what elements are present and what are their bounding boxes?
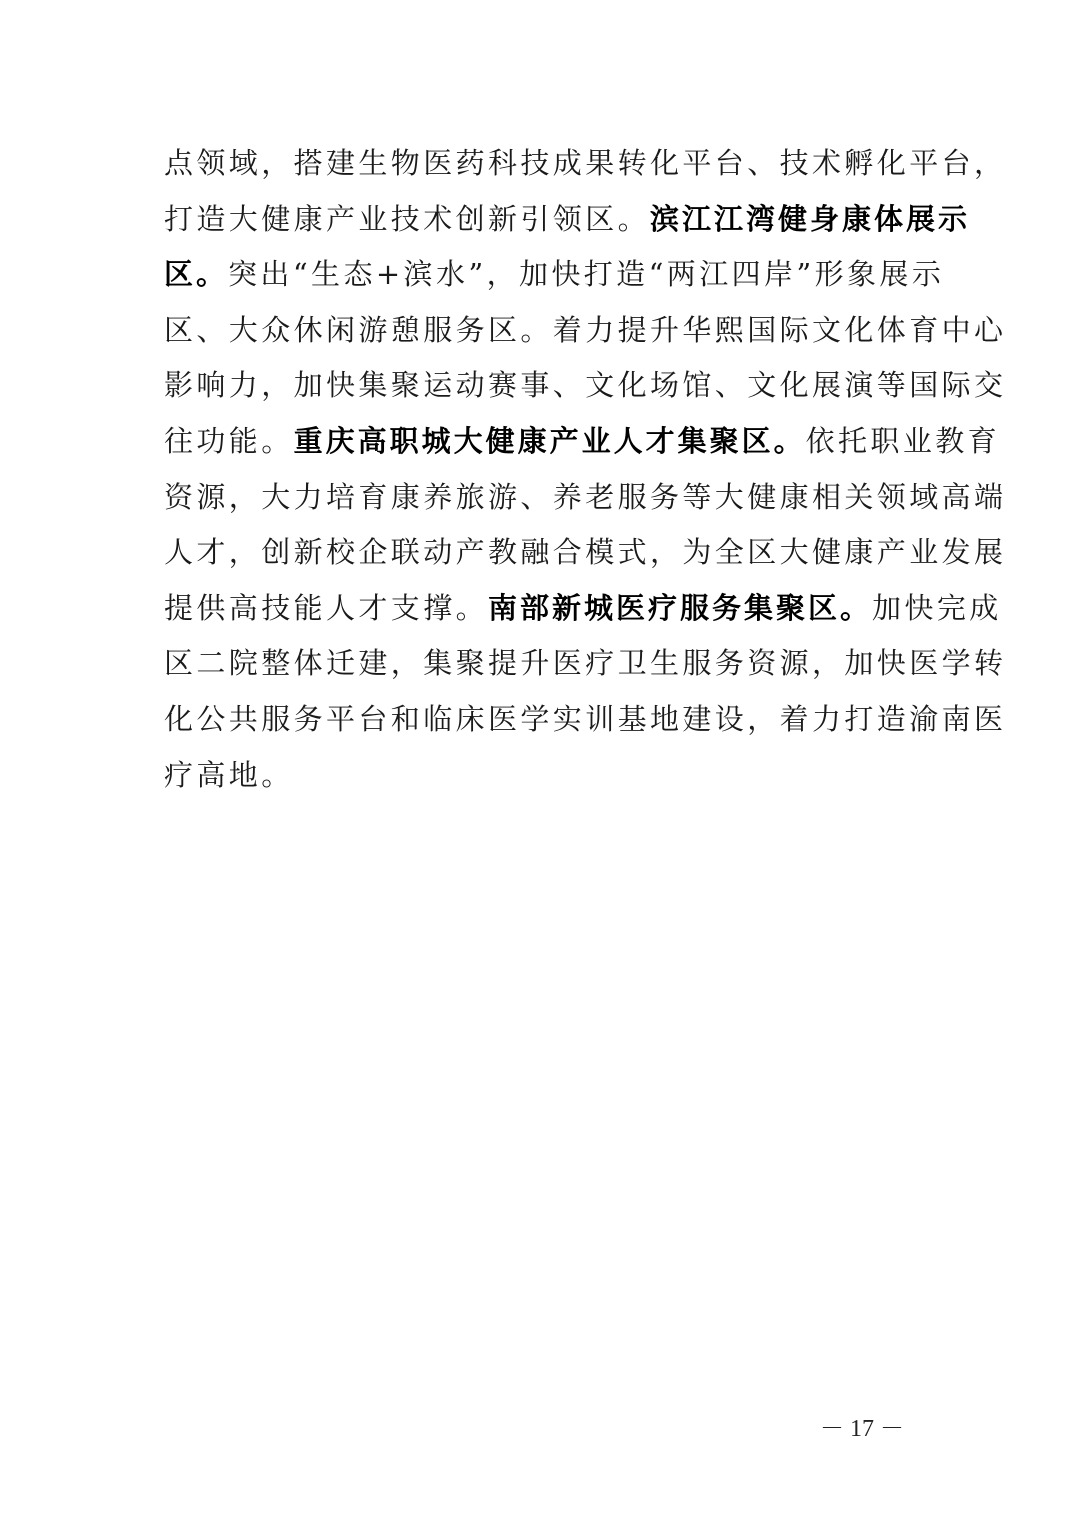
text-line xyxy=(164,470,1007,526)
text-run: 区二院整体迁建，集聚提升医疗卫生服务资源，加快医学转 xyxy=(164,646,1007,681)
text-line xyxy=(164,636,1007,692)
page-number: － 17 － xyxy=(820,1416,904,1442)
text-line xyxy=(164,247,945,303)
bold-heading-run: 滨江江湾健身康体展示 xyxy=(650,201,971,236)
text-line xyxy=(164,748,914,804)
bold-heading-run: 南部新城医疗服务集聚区。 xyxy=(488,590,873,625)
text-run: 往功能。 xyxy=(164,423,294,458)
text-run: 区、大众休闲游憩服务区。着力提升华熙国际文化体育中心 xyxy=(164,312,1007,347)
text-run: 影响力，加快集聚运动赛事、文化场馆、文化展演等国际交 xyxy=(164,368,1007,403)
text-line xyxy=(164,525,1007,581)
text-run: 疗高地。 xyxy=(164,757,294,792)
text-run: 人才，创新校企联动产教融合模式，为全区大健康产业发展 xyxy=(164,535,1007,570)
text-line xyxy=(164,414,1001,470)
text-run: 依托职业教育 xyxy=(805,423,1001,458)
text-run: 化公共服务平台和临床医学实训基地建设，着力打造渝南医 xyxy=(164,701,1007,736)
text-run: 提供高技能人才支撑。 xyxy=(164,590,489,625)
text-line xyxy=(164,303,1007,359)
text-run: 点领域，搭建生物医药科技成果转化平台、技术孵化平台， xyxy=(164,146,1007,180)
text-run: 突出“生态+滨水”，加快打造“两江四岸”形象展示 xyxy=(228,257,945,292)
text-run: 资源，大力培育康养旅游、养老服务等大健康相关领域高端 xyxy=(164,479,1007,514)
text-line xyxy=(164,581,1002,637)
text-line xyxy=(164,358,1007,414)
text-run: 加快完成 xyxy=(872,590,1002,625)
bold-heading-run: 区。 xyxy=(164,257,229,292)
text-line xyxy=(164,192,971,248)
body-paragraph xyxy=(164,136,1007,803)
text-run: 打造大健康产业技术创新引领区。 xyxy=(164,201,651,236)
text-line xyxy=(164,136,1007,192)
bold-heading-run: 重庆高职城大健康产业人才集聚区。 xyxy=(293,423,806,458)
text-line xyxy=(164,692,1007,748)
